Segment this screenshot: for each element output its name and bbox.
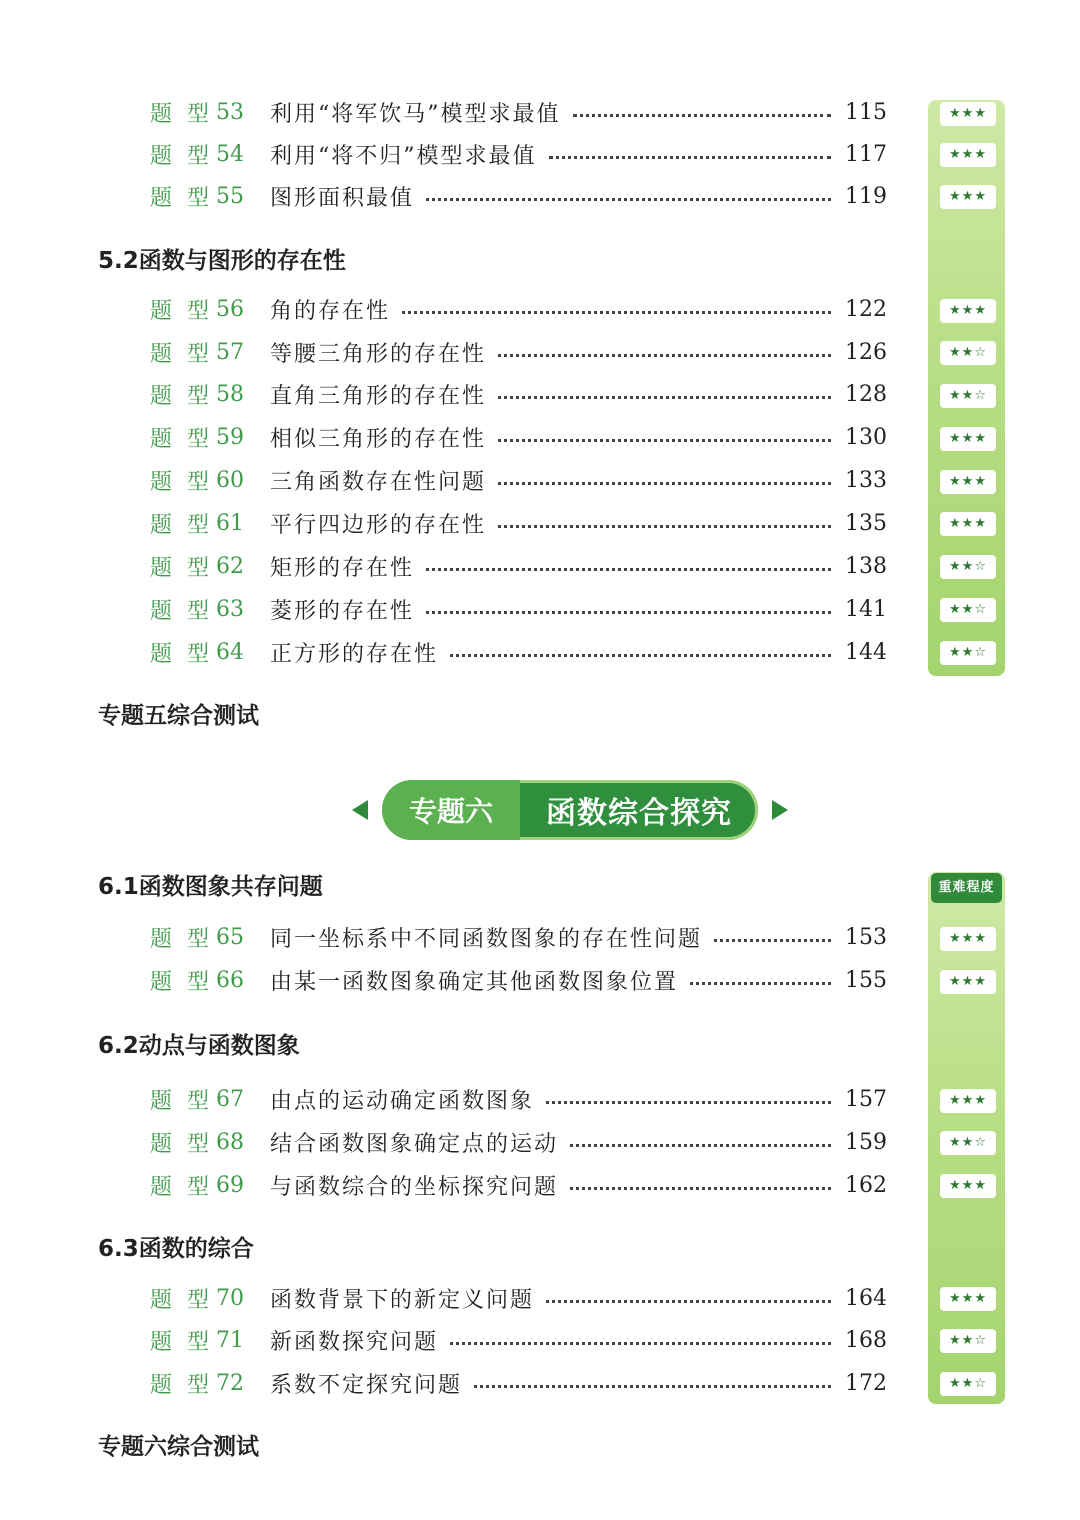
leader-dots	[498, 525, 831, 528]
toc-entry[interactable]	[150, 463, 895, 497]
entry-page: 122	[845, 296, 887, 322]
entry-title: 正方形的存在性	[270, 641, 439, 667]
entry-page: 159	[845, 1129, 887, 1155]
toc-entry[interactable]	[150, 1082, 895, 1116]
difficulty-stars: ★★★	[940, 1174, 996, 1198]
entry-kind-label: 题 型	[150, 1131, 213, 1157]
toc-entry[interactable]	[150, 963, 895, 997]
difficulty-stars: ★★★	[940, 102, 996, 126]
toc-entry[interactable]	[150, 1168, 895, 1202]
entry-kind-label: 题 型	[150, 298, 213, 324]
entry-page: 153	[845, 924, 887, 950]
topic-banner-title: 函数综合探究	[546, 796, 732, 831]
leader-dots	[498, 396, 831, 399]
toc-entry[interactable]	[150, 420, 895, 454]
leader-dots	[474, 1385, 831, 1388]
entry-page: 117	[845, 141, 887, 167]
leader-dots	[690, 982, 831, 985]
entry-page: 141	[845, 596, 887, 622]
entry-kind-label: 题 型	[150, 598, 213, 624]
entry-kind-label: 题 型	[150, 969, 213, 995]
difficulty-stars: ★★☆	[940, 641, 996, 665]
difficulty-stars: ★★★	[940, 927, 996, 951]
difficulty-stars: ★★★	[940, 427, 996, 451]
entry-title: 利用“将军饮马”模型求最值	[270, 101, 561, 127]
leader-dots	[402, 311, 831, 314]
entry-page: 162	[845, 1172, 887, 1198]
leader-dots	[549, 156, 832, 159]
difficulty-band-header: 重难程度	[931, 873, 1002, 903]
leader-dots	[450, 654, 831, 657]
difficulty-stars: ★★★	[940, 185, 996, 209]
topic-banner-label: 专题六	[382, 780, 520, 840]
entry-kind-label: 题 型	[150, 383, 213, 409]
leader-dots	[498, 354, 831, 357]
entry-title: 矩形的存在性	[270, 555, 415, 581]
entry-page: 135	[845, 510, 887, 536]
difficulty-stars: ★★★	[940, 143, 996, 167]
entry-page: 164	[845, 1285, 887, 1311]
entry-title: 系数不定探究问题	[270, 1372, 463, 1398]
entry-title: 菱形的存在性	[270, 598, 415, 624]
entry-page: 138	[845, 553, 887, 579]
entry-page: 119	[845, 183, 887, 209]
entry-number: 70	[216, 1285, 244, 1311]
difficulty-stars: ★★☆	[940, 1329, 996, 1353]
entry-title: 函数背景下的新定义问题	[270, 1287, 535, 1313]
toc-entry[interactable]	[150, 1281, 895, 1315]
entry-kind-label: 题 型	[150, 1088, 213, 1114]
entry-kind-label: 题 型	[150, 926, 213, 952]
entry-number: 62	[216, 553, 244, 579]
toc-entry[interactable]	[150, 592, 895, 626]
difficulty-stars: ★★☆	[940, 1131, 996, 1155]
section-heading-5-2: 5.2函数与图形的存在性	[98, 248, 346, 274]
entry-title: 新函数探究问题	[270, 1329, 439, 1355]
entry-kind-label: 题 型	[150, 469, 213, 495]
difficulty-stars: ★★★	[940, 512, 996, 536]
toc-entry[interactable]	[150, 137, 895, 171]
toc-entry[interactable]	[150, 920, 895, 954]
entry-title: 同一坐标系中不同函数图象的存在性问题	[270, 926, 703, 952]
entry-page: 168	[845, 1327, 887, 1353]
toc-entry[interactable]	[150, 1366, 895, 1400]
toc-entry[interactable]	[150, 1125, 895, 1159]
entry-number: 69	[216, 1172, 244, 1198]
entry-kind-label: 题 型	[150, 1287, 213, 1313]
topic-banner	[352, 778, 792, 844]
leader-dots	[450, 1342, 831, 1345]
difficulty-stars: ★★★	[940, 1089, 996, 1113]
entry-page: 126	[845, 339, 887, 365]
entry-number: 66	[216, 967, 244, 993]
difficulty-stars: ★★★	[940, 970, 996, 994]
entry-number: 56	[216, 296, 244, 322]
difficulty-stars: ★★☆	[940, 1372, 996, 1396]
leader-dots	[546, 1300, 831, 1303]
leader-dots	[426, 611, 831, 614]
toc-entry[interactable]	[150, 335, 895, 369]
section-heading-6-2: 6.2动点与函数图象	[98, 1033, 300, 1059]
difficulty-stars: ★★☆	[940, 384, 996, 408]
entry-page: 172	[845, 1370, 887, 1396]
leader-dots	[498, 439, 831, 442]
entry-kind-label: 题 型	[150, 1174, 213, 1200]
toc-entry[interactable]	[150, 377, 895, 411]
entry-page: 133	[845, 467, 887, 493]
entry-number: 61	[216, 510, 244, 536]
leader-dots	[573, 114, 832, 117]
toc-entry[interactable]	[150, 95, 895, 129]
entry-kind-label: 题 型	[150, 1329, 213, 1355]
entry-title: 由点的运动确定函数图象	[270, 1088, 535, 1114]
difficulty-stars: ★★☆	[940, 555, 996, 579]
entry-number: 60	[216, 467, 244, 493]
entry-number: 58	[216, 381, 244, 407]
leader-dots	[426, 198, 831, 201]
entry-page: 128	[845, 381, 887, 407]
entry-title: 三角函数存在性问题	[270, 469, 487, 495]
triangle-right-icon	[772, 800, 788, 820]
entry-title: 利用“将不归”模型求最值	[270, 143, 537, 169]
toc-entry[interactable]	[150, 292, 895, 326]
entry-page: 157	[845, 1086, 887, 1112]
entry-number: 59	[216, 424, 244, 450]
entry-title: 角的存在性	[270, 298, 391, 324]
entry-kind-label: 题 型	[150, 101, 213, 127]
leader-dots	[570, 1187, 831, 1190]
difficulty-stars: ★★★	[940, 299, 996, 323]
entry-number: 72	[216, 1370, 244, 1396]
entry-title: 平行四边形的存在性	[270, 512, 487, 538]
toc-entry[interactable]	[150, 506, 895, 540]
difficulty-stars: ★★☆	[940, 598, 996, 622]
entry-page: 130	[845, 424, 887, 450]
toc-entry[interactable]	[150, 549, 895, 583]
leader-dots	[498, 482, 831, 485]
entry-number: 57	[216, 339, 244, 365]
entry-title: 结合函数图象确定点的运动	[270, 1131, 559, 1157]
leader-dots	[546, 1101, 831, 1104]
difficulty-stars: ★★☆	[940, 341, 996, 365]
triangle-left-icon	[352, 800, 368, 820]
entry-title: 由某一函数图象确定其他函数图象位置	[270, 969, 679, 995]
entry-number: 63	[216, 596, 244, 622]
entry-kind-label: 题 型	[150, 185, 213, 211]
entry-title: 图形面积最值	[270, 185, 415, 211]
entry-kind-label: 题 型	[150, 426, 213, 452]
section-heading-topic5-test: 专题五综合测试	[98, 703, 259, 729]
entry-number: 53	[216, 99, 244, 125]
entry-number: 65	[216, 924, 244, 950]
section-heading-6-1: 6.1函数图象共存问题	[98, 874, 323, 900]
entry-kind-label: 题 型	[150, 1372, 213, 1398]
entry-title: 相似三角形的存在性	[270, 426, 487, 452]
entry-page: 115	[845, 99, 887, 125]
entry-number: 67	[216, 1086, 244, 1112]
difficulty-stars: ★★★	[940, 470, 996, 494]
entry-kind-label: 题 型	[150, 512, 213, 538]
entry-kind-label: 题 型	[150, 555, 213, 581]
toc-entry[interactable]	[150, 635, 895, 669]
toc-entry[interactable]	[150, 179, 895, 213]
entry-page: 155	[845, 967, 887, 993]
difficulty-stars: ★★★	[940, 1287, 996, 1311]
toc-entry[interactable]	[150, 1323, 895, 1357]
entry-title: 与函数综合的坐标探究问题	[270, 1174, 559, 1200]
entry-number: 71	[216, 1327, 244, 1353]
entry-kind-label: 题 型	[150, 641, 213, 667]
leader-dots	[714, 939, 831, 942]
section-heading-topic6-test: 专题六综合测试	[98, 1434, 259, 1460]
entry-number: 64	[216, 639, 244, 665]
topic-banner-pill	[382, 780, 758, 840]
entry-number: 68	[216, 1129, 244, 1155]
entry-number: 55	[216, 183, 244, 209]
leader-dots	[570, 1144, 831, 1147]
entry-title: 直角三角形的存在性	[270, 383, 487, 409]
leader-dots	[426, 568, 831, 571]
entry-title: 等腰三角形的存在性	[270, 341, 487, 367]
entry-number: 54	[216, 141, 244, 167]
section-heading-6-3: 6.3函数的综合	[98, 1236, 254, 1262]
entry-kind-label: 题 型	[150, 341, 213, 367]
entry-page: 144	[845, 639, 887, 665]
entry-kind-label: 题 型	[150, 143, 213, 169]
